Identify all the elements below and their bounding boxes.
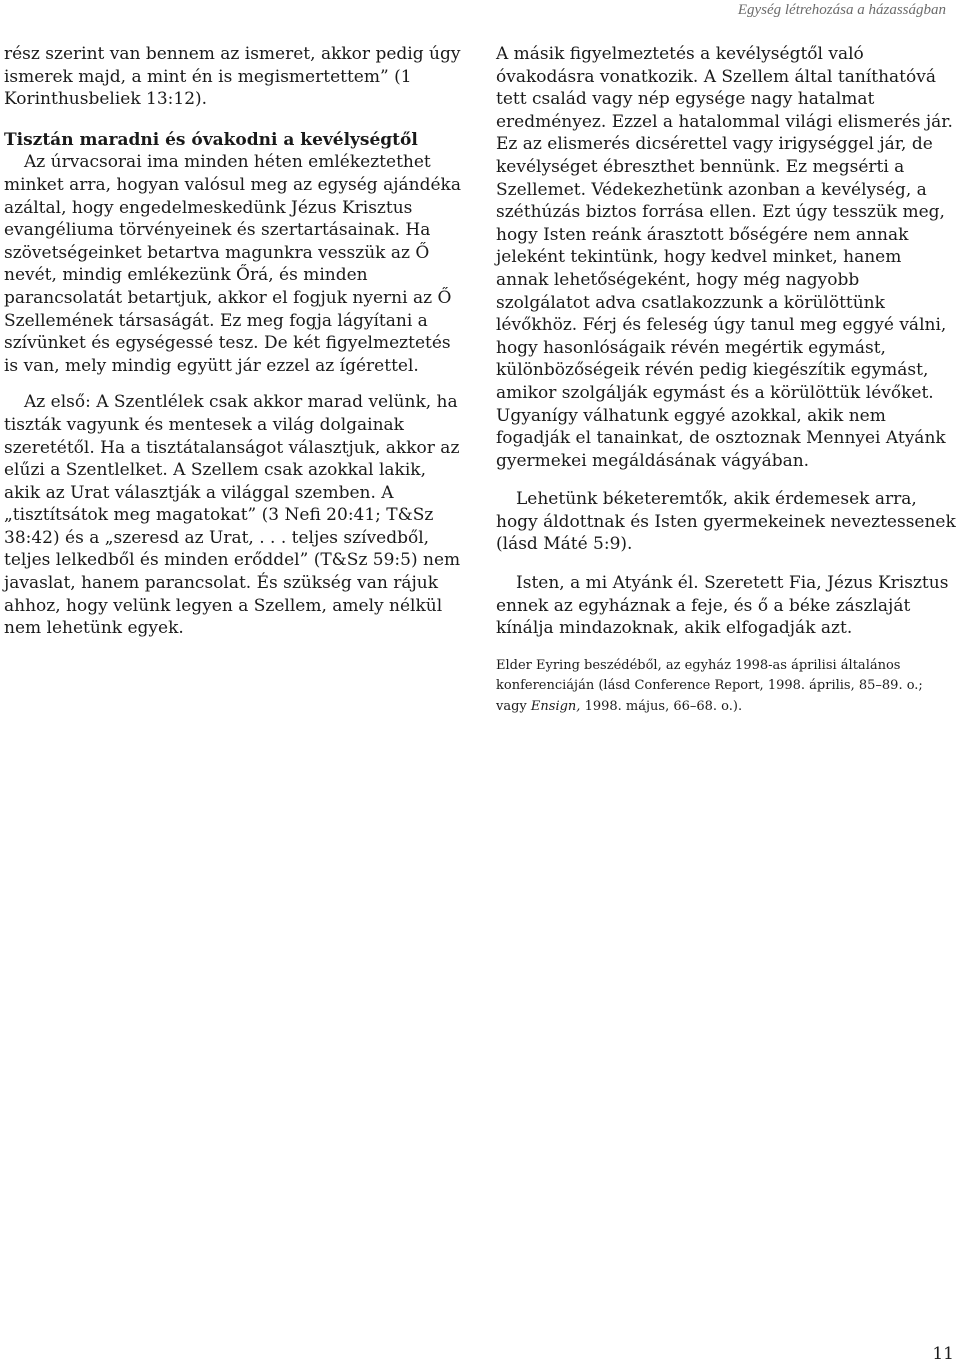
paragraph-continuation: rész szerint van bennem az ismeret, akkor pedig úgy ismerek majd, a mint én is megismertettem” (1 Korinthusbeliek 13:12). <box>4 44 461 110</box>
paragraph-testimony: Isten, a mi Atyánk él. Szeretett Fia, Jézus Krisztus ennek az egyháznak a feje, és ő a béke zászlaját kínálja mindazoknak, akik elfogadják azt. <box>496 573 949 639</box>
paragraph-peacemakers: Lehetünk béketeremtők, akik érdemesek arra, hogy áldottnak és Isten gyermekeinek neveztessenek (lásd Máté 5:9). <box>496 489 956 555</box>
left-column <box>4 43 464 640</box>
paragraph-second-warning: A másik figyelmeztetés a kevélységtől való óvakodásra vonatkozik. A Szellem által taníthatóvá tett család vagy nép egysége nagy hatalmat eredményez. Ezzel a hatalommal világi elismerés jár. Ez az elismerés dicsérettel vagy irigységgel jár, de kevélységet ébreszthet bennünk. Ez megsérti a Szellemet. Védekezhetünk azonban a kevélység, a széthúzás biztos forrása ellen. Ezt úgy tesszük meg, hogy Isten reánk árasztott bőségére nem annak jeleként tekintünk, hogy kedvel minket, hanem annak lehetőségeként, hogy még nagyobb szolgálatot adva csatlakozzunk a körülöttünk lévőkhöz. Férj és feleség úgy tanul meg eggyé válni, hogy hasonlóságaik révén megértik egymást, különbözőségeik révén pedig kiegészítik egymást, amikor szolgálják egymást és a körülöttük lévőket. Ugyanígy válhatunk eggyé azokkal, akik nem fogadják el tanainkat, de osztoznak Mennyei Atyánk gyermekei megáldásának vágyában. <box>496 44 953 471</box>
section-heading: Tisztán maradni és óvakodni a kevélységtől <box>4 129 418 150</box>
right-column <box>496 43 956 717</box>
paragraph-first-warning: Az első: A Szentlélek csak akkor marad velünk, ha tiszták vagyunk és mentesek a világ dolgainak szeretétől. Ha a tisztátalanságot választjuk, akkor az elűzi a Szentlelket. A Szellem csak azokkal lakik, akik az Urat választják a világgal szemben. A „tisztítsátok meg magatokat” (3 Nefi 20:41; T&Sz 38:42) és a „szeresd az Urat, . . . teljes szívedből, teljes lelkedből és minden erőddel” (T&Sz 59:5) nem javaslat, hanem parancsolat. És szükség van rájuk ahhoz, hogy velünk legyen a Szellem, amely nélkül nem lehetünk egyek. <box>4 392 461 639</box>
running-head: Egység létrehozása a házasságban <box>737 2 946 18</box>
source-note-text: Elder Eyring beszédéből, az egyház 1998-as áprilisi általános konferenciáján (lásd Conference Report, 1998. április, 85–89. o.; vagy <box>496 657 923 714</box>
source-note-italic: Ensign, <box>530 698 581 714</box>
source-note <box>496 656 956 718</box>
source-note-tail: 1998. május, 66–68. o.). <box>580 698 743 714</box>
page-number: 11 <box>932 1344 954 1364</box>
paragraph-sacrament-prayer: Az úrvacsorai ima minden héten emlékeztethet minket arra, hogyan valósul meg az egység ajándéka azáltal, hogy engedelmeskedünk Jézus Krisztus evangéliuma törvényeinek és szertartásainak. Ha szövetségeinket betartva magunkra vesszük az Ő nevét, mindig emlékezünk Őrá, és minden parancsolatát betartjuk, akkor el fogjuk nyerni az Ő Szellemének társaságát. Ez meg fogja lágyítani a szívünket és egységessé tesz. De két figyelmeztetés is van, mely mindig együtt jár ezzel az ígérettel. <box>4 152 461 376</box>
